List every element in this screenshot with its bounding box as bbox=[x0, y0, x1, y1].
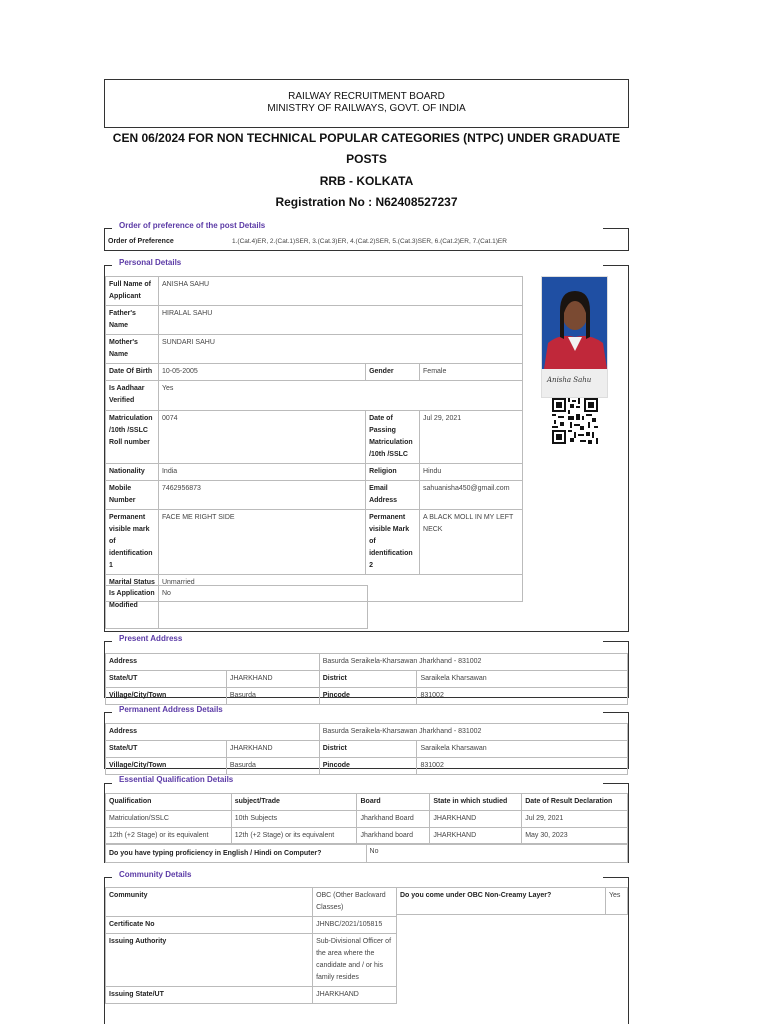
modified-table bbox=[105, 585, 368, 629]
present-village-label: Village/City/Town bbox=[106, 688, 227, 705]
personal-section-title: Personal Details bbox=[119, 258, 182, 267]
nationality-value: India bbox=[158, 464, 365, 481]
father-name-label: Father's Name bbox=[106, 306, 159, 335]
mark1-label: Permanent visible mark of identification 1 bbox=[106, 510, 159, 575]
present-pincode-label: Pincode bbox=[319, 688, 417, 705]
marital-status-label: Marital Status bbox=[106, 575, 159, 602]
aadhaar-label: Is Aadhaar Verified bbox=[106, 381, 159, 411]
applicant-signature: Anisha Sahu bbox=[547, 376, 592, 384]
permanent-address-value: Basurda Seraikela-Kharsawan Jharkhand - 831002 bbox=[319, 724, 627, 741]
email-value: sahuanisha450@gmail.com bbox=[420, 481, 523, 510]
community-table bbox=[105, 887, 397, 1004]
table-row bbox=[106, 811, 628, 828]
email-label: Email Address bbox=[366, 481, 420, 510]
qualification-table bbox=[105, 793, 628, 845]
permanent-pincode-value: 831002 bbox=[417, 758, 628, 775]
board-header-cell: Board bbox=[357, 794, 430, 811]
gender-value: Female bbox=[420, 364, 523, 381]
permanent-state-value: JHARKHAND bbox=[226, 741, 319, 758]
permanent-address-label: Address bbox=[106, 724, 320, 741]
registration-number: Registration No : N62408527237 bbox=[275, 195, 458, 209]
full-name-label: Full Name of Applicant bbox=[106, 277, 159, 306]
creamy-layer-label: Do you come under OBC Non-Creamy Layer? bbox=[397, 888, 606, 915]
table-cell: Jul 29, 2021 bbox=[522, 811, 628, 828]
community-section-title: Community Details bbox=[119, 870, 192, 879]
result-date-header: Date of Result Declaration bbox=[522, 794, 628, 811]
table-cell: 12th (+2 Stage) or its equivalent bbox=[106, 828, 232, 845]
marital-status-value: Unmarried bbox=[158, 575, 522, 602]
present-district-value: Saraikela Kharsawan bbox=[417, 671, 628, 688]
table-cell: JHARKHAND bbox=[430, 811, 522, 828]
issuing-state-value: JHARKHAND bbox=[313, 987, 397, 1004]
creamy-layer-value: Yes bbox=[606, 888, 628, 915]
table-cell: JHARKHAND bbox=[430, 828, 522, 845]
section-rule bbox=[104, 877, 112, 878]
certificate-value: JHNBC/2021/105815 bbox=[313, 917, 397, 934]
permanent-village-value: Basurda bbox=[226, 758, 319, 775]
gender-label: Gender bbox=[366, 364, 420, 381]
permanent-address-section-title: Permanent Address Details bbox=[119, 705, 223, 714]
passing-date-label: Date of Passing Matriculation /10th /SSLC bbox=[366, 411, 420, 464]
present-pincode-value: 831002 bbox=[417, 688, 628, 705]
permanent-district-label: District bbox=[319, 741, 417, 758]
table-cell: 12th (+2 Stage) or its equivalent bbox=[231, 828, 357, 845]
mother-name-value: SUNDARI SAHU bbox=[158, 335, 522, 364]
nationality-label: Nationality bbox=[106, 464, 159, 481]
issuing-state-label: Issuing State/UT bbox=[106, 987, 313, 1004]
table-cell: Jharkhand Board bbox=[357, 811, 430, 828]
table-cell: May 30, 2023 bbox=[522, 828, 628, 845]
mobile-value: 7462956873 bbox=[158, 481, 365, 510]
religion-value: Hindu bbox=[420, 464, 523, 481]
dob-label: Date Of Birth bbox=[106, 364, 159, 381]
permanent-state-label: State/UT bbox=[106, 741, 227, 758]
subject-header: subject/Trade bbox=[231, 794, 357, 811]
state-studied-header: State in which studied bbox=[430, 794, 522, 811]
mobile-label: Mobile Number bbox=[106, 481, 159, 510]
table-row bbox=[106, 828, 628, 845]
mark2-label: Permanent visible Mark of identification 2 bbox=[366, 510, 420, 575]
matric-roll-label: Matriculation /10th /SSLC Roll number bbox=[106, 411, 159, 464]
board-header bbox=[104, 79, 629, 128]
full-name-value: ANISHA SAHU bbox=[158, 277, 522, 306]
modified-value: No bbox=[158, 586, 367, 629]
mark2-value: A BLACK MOLL IN MY LEFT NECK bbox=[420, 510, 523, 575]
typing-label: Do you have typing proficiency in English / Hindi on Computer? bbox=[106, 844, 367, 863]
section-rule bbox=[628, 877, 629, 1024]
permanent-village-label: Village/City/Town bbox=[106, 758, 227, 775]
present-state-label: State/UT bbox=[106, 671, 227, 688]
notice-title-line1: CEN 06/2024 FOR NON TECHNICAL POPULAR CATEGORIES (NTPC) UNDER GRADUATE bbox=[112, 131, 621, 145]
permanent-pincode-label: Pincode bbox=[319, 758, 417, 775]
permanent-district-value: Saraikela Kharsawan bbox=[417, 741, 628, 758]
qualification-header: Qualification bbox=[106, 794, 232, 811]
present-village-value: Basurda bbox=[226, 688, 319, 705]
typing-value: No bbox=[366, 844, 627, 863]
present-district-label: District bbox=[319, 671, 417, 688]
modified-label: Is Application Modified bbox=[106, 586, 159, 629]
present-address-label: Address bbox=[106, 654, 320, 671]
mother-name-label: Mother's Name bbox=[106, 335, 159, 364]
religion-label: Religion bbox=[366, 464, 420, 481]
table-cell: Jharkhand board bbox=[357, 828, 430, 845]
passing-date-value: Jul 29, 2021 bbox=[420, 411, 523, 464]
mark1-value: FACE ME RIGHT SIDE bbox=[158, 510, 365, 575]
qualification-section-title: Essential Qualification Details bbox=[119, 775, 234, 784]
typing-table bbox=[105, 843, 628, 863]
present-address-value: Basurda Seraikela-Kharsawan Jharkhand - 831002 bbox=[319, 654, 627, 671]
creamy-layer-table bbox=[396, 887, 628, 915]
aadhaar-value: Yes bbox=[158, 381, 522, 411]
permanent-address-table bbox=[105, 723, 628, 775]
rrb-name: RRB - KOLKATA bbox=[319, 174, 414, 188]
matric-roll-value: 0074 bbox=[158, 411, 365, 464]
certificate-label: Certificate No bbox=[106, 917, 313, 934]
qr-code-icon bbox=[552, 398, 598, 444]
issuing-authority-label: Issuing Authority bbox=[106, 934, 313, 987]
board-name: RAILWAY RECRUITMENT BOARD bbox=[288, 91, 445, 102]
personal-details-table bbox=[105, 276, 523, 602]
dob-value: 10-05-2005 bbox=[158, 364, 365, 381]
preference-value: 1.(Cat.4)ER, 2.(Cat.1)SER, 3.(Cat.3)ER, 4.(Cat.2)SER, 5.(Cat.3)SER, 6.(Cat.2)ER, 7.(Cat.1)ER bbox=[232, 238, 507, 245]
community-value: OBC (Other Backward Classes) bbox=[313, 888, 397, 917]
issuing-authority-value: Sub-Divisional Officer of the area where the candidate and / or his family resides bbox=[313, 934, 397, 987]
section-rule bbox=[603, 877, 629, 878]
notice-title-line2: POSTS bbox=[346, 152, 387, 166]
preference-section-title: Order of preference of the post Details bbox=[119, 221, 266, 230]
preference-label: Order of Preference bbox=[108, 238, 174, 245]
father-name-value: HIRALAL SAHU bbox=[158, 306, 522, 335]
community-label: Community bbox=[106, 888, 313, 917]
ministry-name: MINISTRY OF RAILWAYS, GOVT. OF INDIA bbox=[267, 103, 466, 114]
table-cell: 10th Subjects bbox=[231, 811, 357, 828]
table-cell: Matriculation/SSLC bbox=[106, 811, 232, 828]
present-state-value: JHARKHAND bbox=[226, 671, 319, 688]
present-address-section-title: Present Address bbox=[119, 634, 183, 643]
present-address-table bbox=[105, 653, 628, 705]
